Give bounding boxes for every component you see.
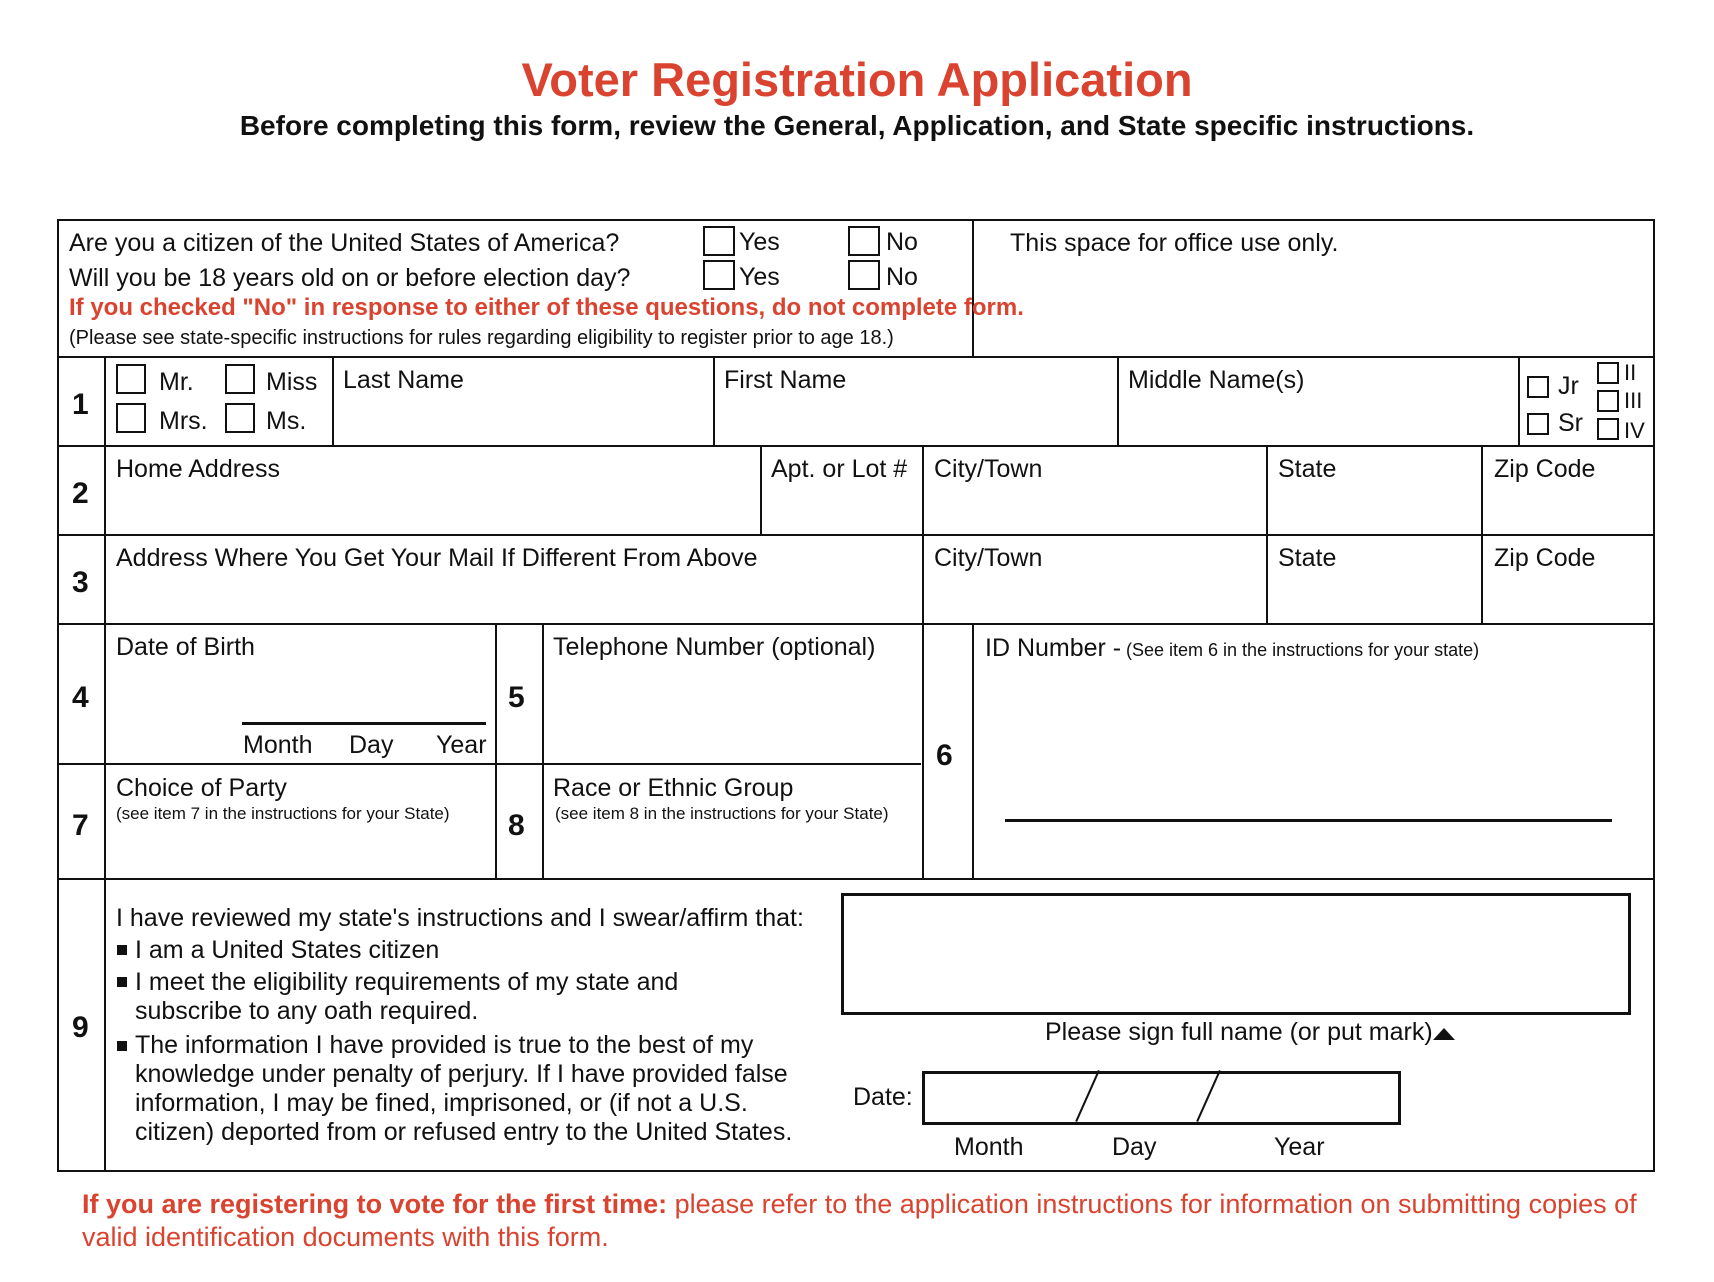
- sr-label: Sr: [1558, 409, 1583, 437]
- divider: [332, 356, 334, 445]
- row-number-1: 1: [72, 388, 89, 421]
- divider: [760, 445, 762, 534]
- divider: [1117, 356, 1119, 445]
- date-label: Date:: [853, 1083, 913, 1111]
- divider: [495, 623, 497, 878]
- race-note: (see item 8 in the instructions for your State): [555, 804, 889, 823]
- dob-month-label: Month: [243, 731, 313, 759]
- divider: [1266, 445, 1268, 623]
- dob-day-label: Day: [349, 731, 394, 759]
- apt-label: Apt. or Lot #: [771, 455, 908, 483]
- race-label: Race or Ethnic Group: [553, 774, 794, 802]
- ms-checkbox[interactable]: [225, 403, 255, 433]
- ii-label: II: [1624, 360, 1637, 385]
- age-no-label: No: [886, 263, 918, 291]
- divider: [58, 623, 1654, 625]
- divider: [104, 356, 106, 1171]
- miss-label: Miss: [266, 368, 318, 396]
- oath-bullet-3-line-4: citizen) deported from or refused entry to the United States.: [135, 1118, 793, 1146]
- row-number-7: 7: [72, 809, 89, 842]
- age-yes-label: Yes: [739, 263, 780, 291]
- divider: [58, 534, 1654, 536]
- divider: [922, 445, 924, 623]
- miss-checkbox[interactable]: [225, 364, 255, 394]
- row-number-2: 2: [72, 477, 89, 510]
- id-number-note: (See item 6 in the instructions for your state): [1126, 640, 1480, 660]
- divider: [922, 623, 924, 878]
- ii-checkbox[interactable]: [1597, 362, 1619, 384]
- age-yes-checkbox[interactable]: [703, 260, 735, 290]
- mail-zip-label: Zip Code: [1494, 544, 1596, 572]
- divider: [58, 763, 921, 765]
- caret-up-icon: [1433, 1028, 1455, 1040]
- age-no-checkbox[interactable]: [848, 260, 880, 290]
- id-number-line: [1005, 819, 1612, 822]
- sign-year-label: Year: [1274, 1133, 1325, 1161]
- party-label: Choice of Party: [116, 774, 287, 802]
- telephone-label: Telephone Number (optional): [553, 633, 876, 661]
- row-number-6: 6: [936, 739, 953, 772]
- signature-label: Please sign full name (or put mark): [1045, 1018, 1433, 1046]
- iv-label: IV: [1624, 418, 1645, 443]
- divider: [1481, 445, 1483, 623]
- divider: [972, 220, 974, 356]
- city-label: City/Town: [934, 455, 1043, 483]
- divider: [58, 356, 1654, 358]
- signature-box[interactable]: [841, 893, 1631, 1015]
- citizen-yes-label: Yes: [739, 228, 780, 256]
- form-subtitle: Before completing this form, review the General, Application, and State specific instructions.: [239, 110, 1475, 141]
- citizen-no-label: No: [886, 228, 918, 256]
- citizen-no-checkbox[interactable]: [848, 226, 880, 256]
- citizen-yes-checkbox[interactable]: [703, 226, 735, 256]
- divider: [58, 445, 1654, 447]
- mr-label: Mr.: [159, 368, 194, 396]
- jr-label: Jr: [1558, 372, 1579, 400]
- citizen-question: Are you a citizen of the United States of America?: [69, 229, 620, 257]
- row-number-3: 3: [72, 566, 89, 599]
- sign-day-label: Day: [1112, 1133, 1157, 1161]
- oath-bullet-2-line-2: subscribe to any oath required.: [135, 997, 479, 1025]
- sign-month-label: Month: [954, 1133, 1024, 1161]
- dob-label: Date of Birth: [116, 633, 255, 661]
- mail-address-label: Address Where You Get Your Mail If Different From Above: [116, 544, 758, 572]
- office-use-label: This space for office use only.: [1010, 229, 1339, 257]
- jr-checkbox[interactable]: [1527, 376, 1549, 398]
- row-number-9: 9: [72, 1011, 89, 1044]
- bullet-icon: [117, 1041, 127, 1051]
- mr-checkbox[interactable]: [116, 364, 146, 394]
- oath-bullet-3-line-1: The information I have provided is true to the best of my: [135, 1031, 754, 1059]
- mail-city-label: City/Town: [934, 544, 1043, 572]
- oath-bullet-1: I am a United States citizen: [135, 936, 440, 964]
- iv-checkbox[interactable]: [1597, 418, 1619, 440]
- oath-bullet-3-line-3: information, I may be fined, imprisoned, or (if not a U.S.: [135, 1089, 748, 1117]
- oath-intro: I have reviewed my state's instructions and I swear/affirm that:: [116, 904, 804, 932]
- mrs-checkbox[interactable]: [116, 403, 146, 433]
- dob-year-label: Year: [436, 731, 487, 759]
- last-name-label: Last Name: [343, 366, 464, 394]
- zip-label: Zip Code: [1494, 455, 1596, 483]
- signature-date-field[interactable]: [922, 1071, 1401, 1125]
- mail-state-label: State: [1278, 544, 1337, 572]
- dob-underline: [242, 722, 486, 725]
- state-label: State: [1278, 455, 1337, 483]
- divider: [972, 623, 974, 878]
- eligibility-note: (Please see state-specific instructions for rules regarding eligibility to register prior to age 18.): [69, 327, 894, 349]
- row-number-8: 8: [508, 809, 525, 842]
- divider: [713, 356, 715, 445]
- middle-name-label: Middle Name(s): [1128, 366, 1305, 394]
- age-question: Will you be 18 years old on or before election day?: [69, 264, 631, 292]
- footer-text: please refer to the application instructions for information on submitting copies of valid identification documents with this form.: [82, 1189, 1637, 1252]
- sr-checkbox[interactable]: [1527, 413, 1549, 435]
- ms-label: Ms.: [266, 407, 307, 435]
- divider: [1518, 356, 1520, 445]
- row-number-4: 4: [72, 681, 89, 714]
- oath-bullet-3-line-2: knowledge under penalty of perjury. If I have provided false: [135, 1060, 788, 1088]
- footer-note: [82, 1188, 1652, 1254]
- oath-bullet-2-line-1: I meet the eligibility requirements of my state and: [135, 968, 679, 996]
- iii-label: III: [1624, 388, 1643, 413]
- id-number-label: ID Number -: [985, 634, 1122, 662]
- bullet-icon: [117, 977, 127, 987]
- footer-lead: If you are registering to vote for the first time:: [82, 1189, 668, 1219]
- row-number-5: 5: [508, 681, 525, 714]
- divider: [58, 878, 1654, 880]
- party-note: (see item 7 in the instructions for your State): [116, 804, 450, 823]
- bullet-icon: [117, 945, 127, 955]
- mrs-label: Mrs.: [159, 407, 208, 435]
- first-name-label: First Name: [724, 366, 847, 394]
- home-address-label: Home Address: [116, 455, 280, 483]
- divider: [542, 623, 544, 878]
- form-title: Voter Registration Application: [521, 53, 1193, 106]
- eligibility-warning: If you checked "No" in response to either of these questions, do not complete form.: [69, 294, 1024, 321]
- iii-checkbox[interactable]: [1597, 390, 1619, 412]
